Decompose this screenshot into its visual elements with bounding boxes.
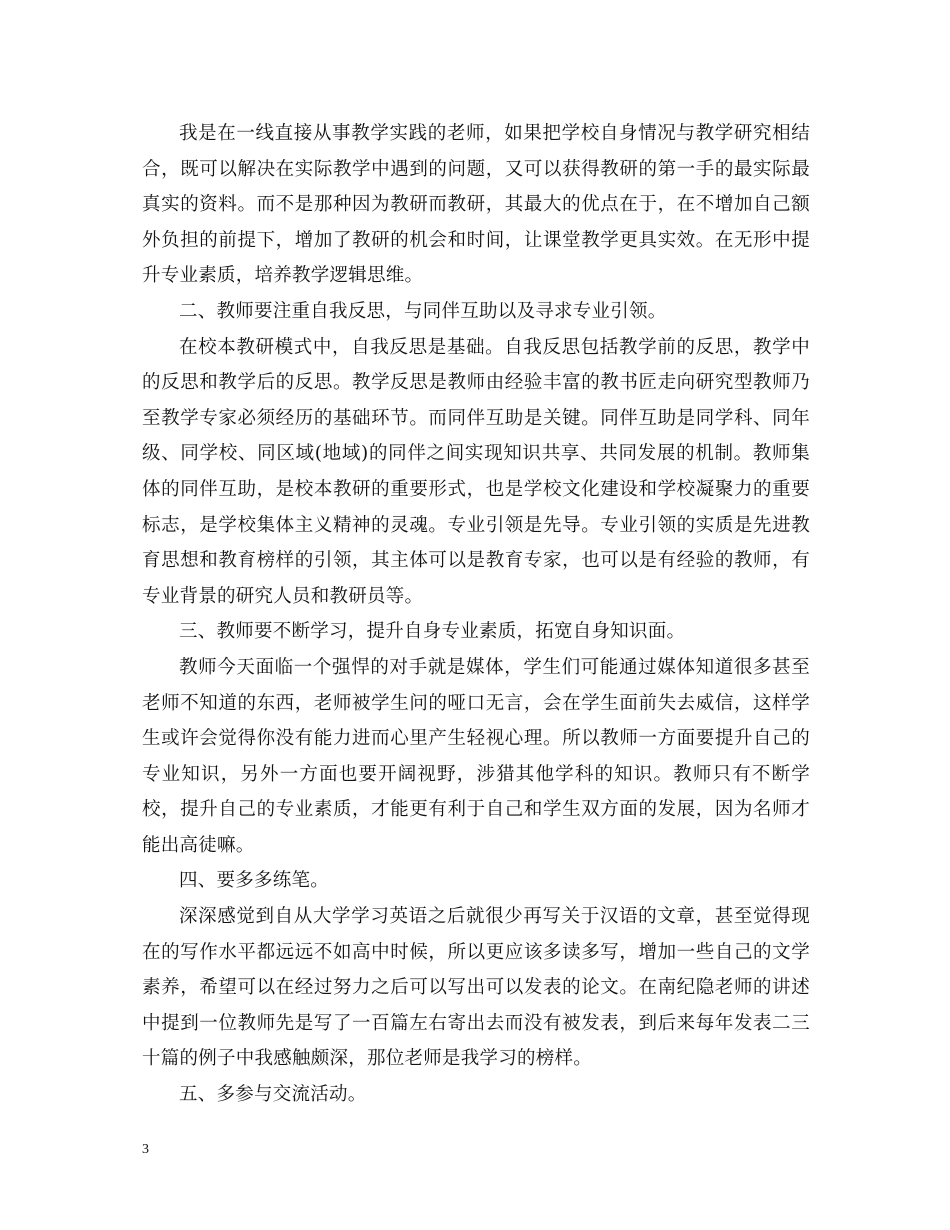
paragraph-writing-practice: 深深感觉到自从大学学习英语之后就很少再写关于汉语的文章，甚至觉得现在的写作水平都远远不如高中时候，所以更应该多读多写，增加一些自己的文学素养，希望可以在经过努力之后可以写出可以发表的论文。在南纪隐老师的讲述中提到一位教师先是写了一百篇左右寄出去而没有被发表，到后来每年发表二三十篇的例子中我感触颇深，那位老师是我学习的榜样。 xyxy=(142,906,810,1070)
section-heading-5: 五、多参与交流活动。 xyxy=(179,1084,367,1106)
section-heading-2: 二、教师要注重自我反思，与同伴互助以及寻求专业引领。 xyxy=(179,300,667,322)
page-number: 3 xyxy=(142,1142,149,1157)
paragraph-self-reflection: 在校本教研模式中，自我反思是基础。自我反思包括教学前的反思，教学中的反思和教学后的反思。教学反思是教师由经验丰富的教书匠走向研究型教师乃至教学专家必须经历的基础环节。而同伴互助是关键。同伴互助是同学科、同年级、同学校、同区域(地域)的同伴之间实现知识共享、共同发展的机制。教师集体的同伴互助，是校本教研的重要形式，也是学校文化建设和学校凝聚力的重要标志，是学校集体主义精神的灵魂。专业引领是先导。专业引领的实质是先进教育思想和教育榜样的引领，其主体可以是教育专家，也可以是有经验的教师，有专业背景的研究人员和教研员等。 xyxy=(142,336,810,607)
paragraph-continuous-learning: 教师今天面临一个强悍的对手就是媒体，学生们可能通过媒体知道很多甚至老师不知道的东西，老师被学生问的哑口无言，会在学生面前失去威信，这样学生或许会觉得你没有能力进而心里产生轻视心理。所以教师一方面要提升自己的专业知识，另外一方面也要开阔视野，涉猎其他学科的知识。教师只有不断学校，提升自己的专业素质，才能更有利于自己和学生双方面的发展，因为名师才能出高徒嘛。 xyxy=(142,656,810,856)
section-heading-4: 四、要多多练笔。 xyxy=(179,870,330,892)
document-body xyxy=(142,116,810,1113)
section-heading-3: 三、教师要不断学习，提升自身专业素质，拓宽自身知识面。 xyxy=(179,621,686,643)
paragraph-intro: 我是在一线直接从事教学实践的老师，如果把学校自身情况与教学研究相结合，既可以解决在实际教学中遇到的问题，又可以获得教研的第一手的最实际最真实的资料。而不是那种因为教研而教研，其最大的优点在于，在不增加自己额外负担的前提下，增加了教研的机会和时间，让课堂教学更具实效。在无形中提升专业素质，培养教学逻辑思维。 xyxy=(142,123,810,287)
